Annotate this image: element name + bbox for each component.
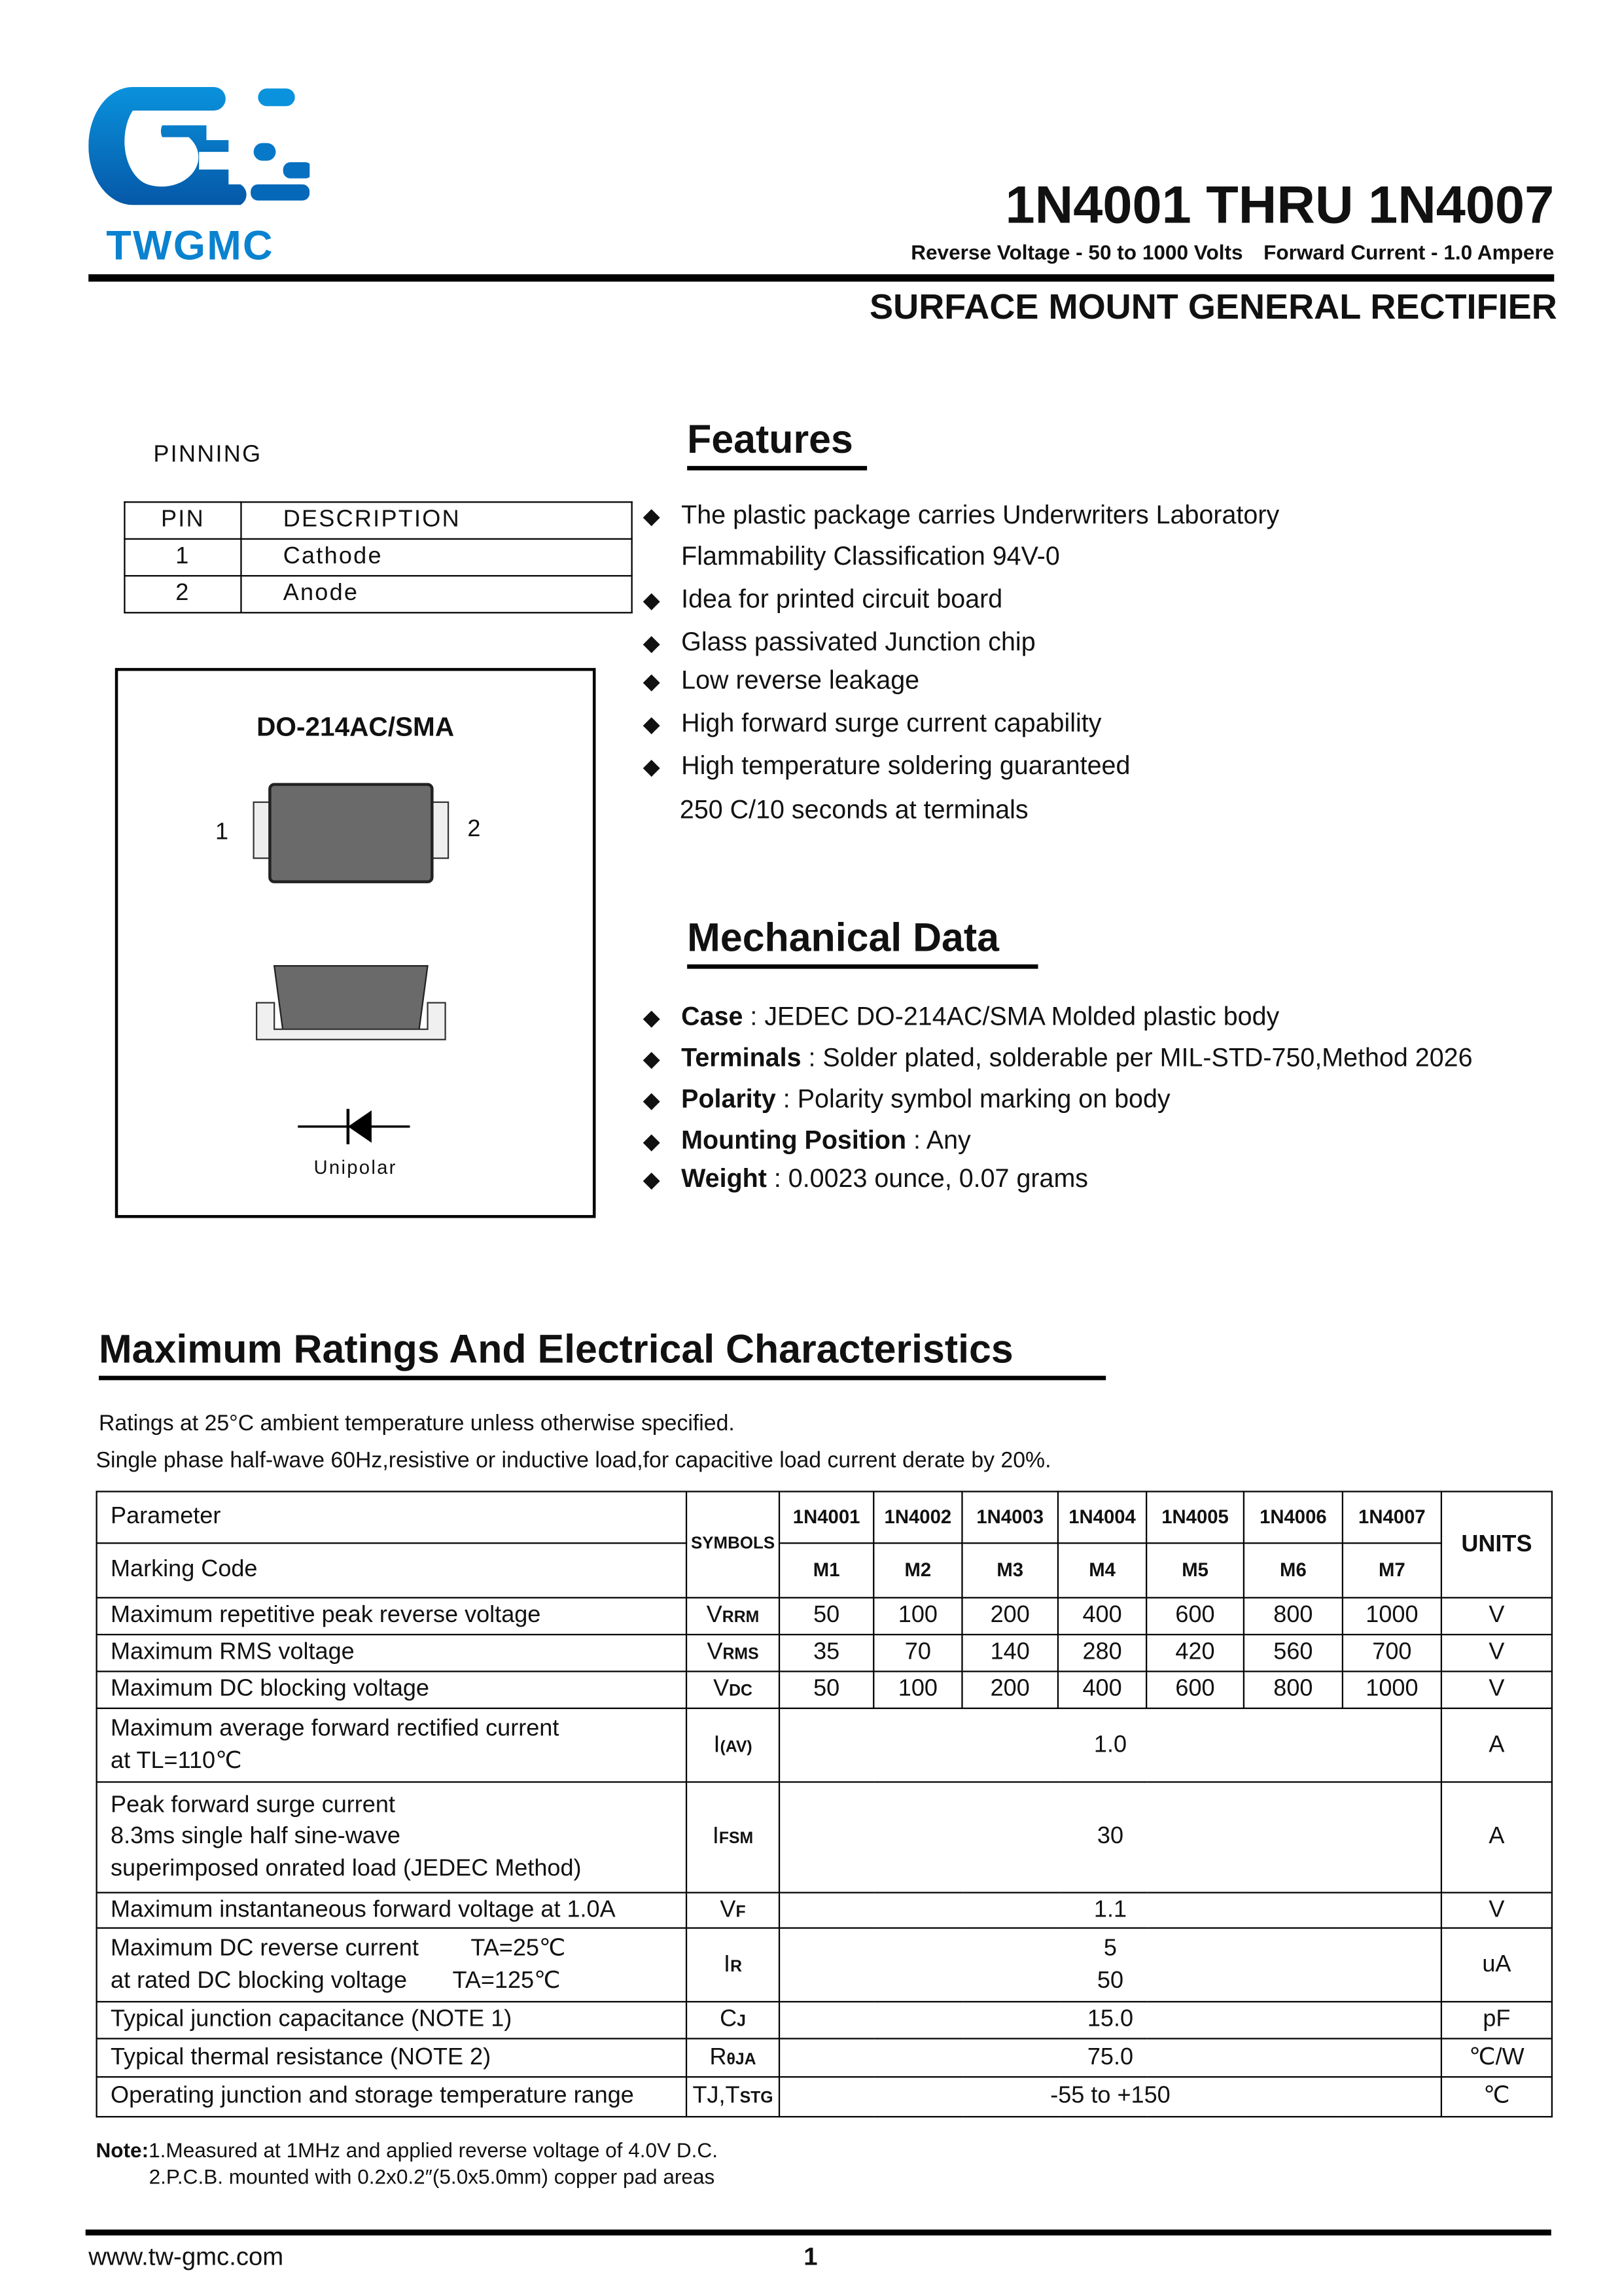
marking-code: M6: [1244, 1543, 1343, 1597]
symbol-cell: [686, 2039, 779, 2077]
value-cell: [779, 1928, 1441, 2002]
parameter-cell: [97, 1928, 686, 2002]
parameter-line: at rated DC blocking voltage TA=125℃: [111, 1968, 561, 1993]
parameter-line: 8.3ms single half sine-wave: [111, 1824, 400, 1850]
table-row: [97, 1708, 1552, 1782]
document-title: 1N4001 THRU 1N4007: [1005, 173, 1555, 235]
symbol-main: V: [713, 1676, 730, 1703]
company-logo: [88, 81, 309, 273]
symbol-subscript: J: [737, 2013, 746, 2031]
value-cell: 600: [1146, 1598, 1244, 1634]
feature-item: ◆ Idea for printed circuit board: [643, 584, 1003, 614]
value-cell: 140: [962, 1634, 1057, 1671]
symbol-subscript: STG: [739, 2089, 773, 2108]
symbol-cell: [686, 1928, 779, 2002]
table-row: [97, 1634, 1552, 1671]
parameter-line: superimposed onrated load (JEDEC Method): [111, 1856, 582, 1882]
marking-code-header: Marking Code: [97, 1543, 686, 1597]
unit-cell: pF: [1441, 2002, 1552, 2038]
pinning-table: [124, 501, 632, 613]
value-line: -55 to +150: [1050, 2083, 1171, 2110]
unit-cell: V: [1441, 1892, 1552, 1928]
value-cell: 100: [873, 1598, 962, 1634]
parameter-cell: Maximum repetitive peak reverse voltage: [97, 1598, 686, 1634]
marking-code: M2: [873, 1543, 962, 1597]
part-number-header: 1N4001: [779, 1492, 873, 1544]
symbol-main: I: [712, 1824, 719, 1850]
feature-item: ◆ The plastic package carries Underwriters Laboratory: [643, 499, 1280, 530]
unit-cell: V: [1441, 1671, 1552, 1708]
value-cell: [779, 1782, 1441, 1892]
value-cell: 800: [1244, 1671, 1343, 1708]
feature-item-cont: 250 C/10 seconds at terminals: [679, 794, 1029, 824]
value-cell: [779, 2039, 1441, 2077]
table-row: [97, 2039, 1552, 2077]
unit-cell: ℃: [1441, 2077, 1552, 2117]
value-line: 50: [1097, 1968, 1123, 1993]
value-cell: 280: [1058, 1634, 1146, 1671]
table-row: [97, 1598, 1552, 1634]
ratings-table: [96, 1491, 1553, 2117]
parameter-cell: [97, 1708, 686, 1782]
symbol-main: TJ,T: [692, 2083, 740, 2110]
parameter-cell: Maximum DC blocking voltage: [97, 1671, 686, 1708]
value-line: 30: [1097, 1824, 1123, 1850]
feature-item-cont: Flammability Classification 94V-0: [681, 541, 1060, 571]
parameter-cell: [97, 2002, 686, 2038]
part-number-header: 1N4004: [1058, 1492, 1146, 1544]
marking-code: M3: [962, 1543, 1057, 1597]
pin-description: Anode: [241, 576, 631, 612]
ratings-condition-2: Single phase half-wave 60Hz,resistive or inductive load,for capacitive load current derate by 20%.: [96, 1448, 1051, 1474]
symbol-cell: [686, 2002, 779, 2038]
logo-wordmark: TWGMC: [106, 222, 274, 269]
value-cell: 35: [779, 1634, 873, 1671]
value-cell: [779, 2077, 1441, 2117]
part-number-header: 1N4005: [1146, 1492, 1244, 1544]
symbol-label: Unipolar: [313, 1156, 397, 1178]
feature-item: ◆ Low reverse leakage: [643, 665, 920, 695]
symbol-cell: [686, 1892, 779, 1928]
unit-cell: ℃/W: [1441, 2039, 1552, 2077]
mechanical-item: ◆ Case : JEDEC DO-214AC/SMA Molded plastic body: [643, 1001, 1280, 1031]
symbol-subscript: FSM: [718, 1830, 754, 1848]
unit-cell: V: [1441, 1634, 1552, 1671]
feature-item: ◆ Glass passivated Junction chip: [643, 626, 1036, 656]
unit-cell: V: [1441, 1598, 1552, 1634]
forward-current: Forward Current - 1.0 Ampere: [1263, 240, 1555, 264]
symbol-cell: [686, 1671, 779, 1708]
header-specs: [890, 240, 1555, 264]
symbol-main: I: [724, 1952, 731, 1977]
value-cell: [779, 1708, 1441, 1782]
symbol-subscript: RRM: [722, 1609, 760, 1627]
value-cell: 700: [1343, 1634, 1441, 1671]
value-cell: 1000: [1343, 1598, 1441, 1634]
parameter-cell: [97, 2077, 686, 2117]
pinning-heading: PINNING: [153, 442, 262, 468]
note-1: 1.Measured at 1MHz and applied reverse voltage of 4.0V D.C.: [149, 2138, 718, 2162]
part-number-header: 1N4007: [1343, 1492, 1441, 1544]
reverse-voltage: Reverse Voltage - 50 to 1000 Volts: [911, 240, 1243, 264]
value-line: 1.0: [1093, 1732, 1127, 1757]
parameter-line: Maximum DC reverse current TA=25℃: [111, 1935, 566, 1962]
value-cell: 1000: [1343, 1671, 1441, 1708]
symbol-main: I: [713, 1732, 720, 1757]
package-name: DO-214AC/SMA: [256, 712, 455, 742]
part-number-header: 1N4002: [873, 1492, 962, 1544]
pin-number: 1: [124, 539, 241, 576]
footer-rule: [86, 2229, 1551, 2235]
ratings-condition-1: Ratings at 25°C ambient temperature unless otherwise specified.: [98, 1411, 735, 1437]
pin-header: PIN: [124, 502, 241, 539]
parameter-header: Parameter: [97, 1492, 686, 1544]
symbol-subscript: (AV): [720, 1738, 752, 1756]
symbol-subscript: θJA: [726, 2051, 756, 2069]
pin1-label: 1: [215, 820, 229, 845]
marking-code: M4: [1058, 1543, 1146, 1597]
value-line: 1.1: [1093, 1897, 1127, 1923]
parameter-cell: [97, 2039, 686, 2077]
part-number-header: 1N4003: [962, 1492, 1057, 1544]
notes: Note:1.Measured at 1MHz and applied reverse voltage of 4.0V D.C.: [96, 2138, 718, 2162]
page-number: 1: [803, 2242, 818, 2271]
marking-code: M5: [1146, 1543, 1244, 1597]
unit-cell: A: [1441, 1708, 1552, 1782]
description-header: DESCRIPTION: [241, 502, 631, 539]
value-cell: 70: [873, 1634, 962, 1671]
symbol-cell: [686, 1634, 779, 1671]
parameter-line: Peak forward surge current: [111, 1792, 395, 1818]
symbol-main: V: [707, 1640, 723, 1665]
symbol-main: V: [720, 1897, 736, 1923]
header-rule: [88, 274, 1554, 281]
parameter-cell: [97, 1782, 686, 1892]
pin-number: 2: [124, 576, 241, 612]
table-row: [97, 2077, 1552, 2117]
symbol-subscript: DC: [729, 1682, 752, 1701]
diode-symbol-icon: [295, 1106, 413, 1150]
parameter-line: Operating junction and storage temperature range: [111, 2083, 634, 2110]
value-cell: 560: [1244, 1634, 1343, 1671]
symbol-main: V: [706, 1603, 722, 1629]
symbol-subscript: RMS: [722, 1646, 759, 1664]
parameter-line: Maximum instantaneous forward voltage at 1.0A: [111, 1897, 616, 1923]
symbol-main: C: [720, 2007, 737, 2032]
value-line: 75.0: [1087, 2045, 1134, 2070]
value-cell: 200: [962, 1671, 1057, 1708]
parameter-cell: Maximum RMS voltage: [97, 1634, 686, 1671]
parameter-line: at TL=110℃: [111, 1748, 242, 1773]
value-line: 5: [1103, 1935, 1117, 1962]
symbol-cell: [686, 1708, 779, 1782]
features-heading: Features: [687, 417, 867, 470]
table-row: [97, 1892, 1552, 1928]
value-cell: 50: [779, 1598, 873, 1634]
value-cell: 400: [1058, 1598, 1146, 1634]
value-cell: [779, 2002, 1441, 2038]
value-cell: 400: [1058, 1671, 1146, 1708]
value-cell: 100: [873, 1671, 962, 1708]
symbol-main: R: [709, 2045, 727, 2070]
parameter-line: Maximum average forward rectified current: [111, 1716, 559, 1742]
mechanical-item: ◆ Terminals : Solder plated, solderable per MIL-STD-750,Method 2026: [643, 1042, 1473, 1072]
value-cell: 200: [962, 1598, 1057, 1634]
table-row: [97, 1671, 1552, 1708]
part-number-header: 1N4006: [1244, 1492, 1343, 1544]
mechanical-heading: Mechanical Data: [687, 915, 1038, 968]
package-drawing: [248, 781, 455, 1054]
parameter-line: Typical thermal resistance (NOTE 2): [111, 2045, 491, 2070]
symbols-header: SYMBOLS: [686, 1492, 779, 1598]
symbol-subscript: F: [735, 1903, 746, 1921]
mechanical-item: ◆ Polarity : Polarity symbol marking on body: [643, 1084, 1171, 1114]
feature-item: ◆ High temperature soldering guaranteed: [643, 751, 1131, 781]
value-line: 15.0: [1087, 2007, 1134, 2032]
mechanical-item: ◆ Mounting Position : Any: [643, 1125, 971, 1155]
parameter-cell: [97, 1892, 686, 1928]
feature-item: ◆ High forward surge current capability: [643, 707, 1102, 737]
note-2: 2.P.C.B. mounted with 0.2x0.2″(5.0x5.0mm) copper pad areas: [149, 2164, 715, 2189]
value-cell: 50: [779, 1671, 873, 1708]
unit-cell: A: [1441, 1782, 1552, 1892]
symbol-cell: [686, 1782, 779, 1892]
units-header: UNITS: [1441, 1492, 1552, 1598]
table-row: [97, 1782, 1552, 1892]
footer-url[interactable]: www.tw-gmc.com: [88, 2242, 284, 2271]
ratings-heading: Maximum Ratings And Electrical Characteristics: [99, 1327, 1106, 1380]
symbol-subscript: R: [730, 1958, 743, 1976]
symbol-cell: [686, 2077, 779, 2117]
value-cell: [779, 1892, 1441, 1928]
symbol-cell: [686, 1598, 779, 1634]
mechanical-item: ◆ Weight : 0.0023 ounce, 0.07 grams: [643, 1163, 1089, 1193]
marking-code: M1: [779, 1543, 873, 1597]
pin2-label: 2: [467, 817, 481, 842]
pin-description: Cathode: [241, 539, 631, 576]
value-cell: 420: [1146, 1634, 1244, 1671]
value-cell: 600: [1146, 1671, 1244, 1708]
table-row: [97, 2002, 1552, 2038]
table-row: [97, 1928, 1552, 2002]
document-subtitle: SURFACE MOUNT GENERAL RECTIFIER: [870, 287, 1557, 328]
value-cell: 800: [1244, 1598, 1343, 1634]
parameter-line: Typical junction capacitance (NOTE 1): [111, 2007, 512, 2032]
unit-cell: uA: [1441, 1928, 1552, 2002]
package-outline-box: [115, 668, 596, 1218]
marking-code: M7: [1343, 1543, 1441, 1597]
